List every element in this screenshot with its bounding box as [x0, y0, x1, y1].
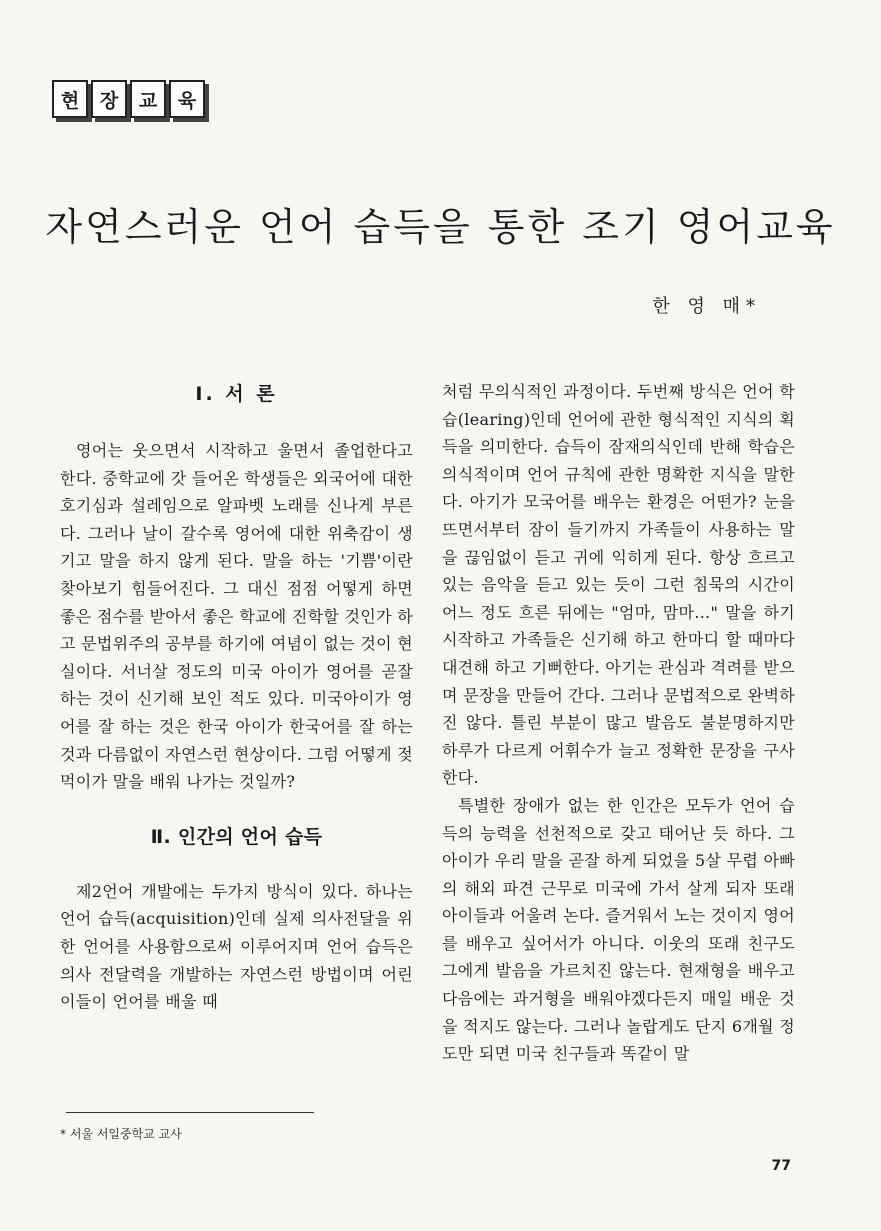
body-paragraph: 영어는 웃으면서 시작하고 울면서 졸업한다고 한다. 중학교에 갓 들어온 학생들은 외국어에 대한 호기심과 설레임으로 알파벳 노래를 신나게 부른다. 그러나 날이 갈수록 영어에 대한 위축감이 생기고 말을 하지 않게 된다. 말을 하는 '기쁨'이란 찾아보기 힘들어진다. 그 대신 점점 어떻게 하면 좋은 점수를 받아서 좋은 학교에 진학할 것인가 하고 문법위주의 공부를 하기에 여념이 없는 것이 현실이다. 서너살 정도의 미국 아이가 영어를 곧잘 하는 것이 신기해 보인 적도 있다. 미국아이가 영어를 잘 하는 것은 한국 아이가 한국어를 잘 하는 것과 다름없이 자연스런 현상이다. 그럼 어떻게 젖먹이가 말을 배워 나가는 것일까? — [60, 441, 413, 792]
left-column — [60, 378, 413, 1016]
article-title: 자연스러운 언어 습득을 통한 조기 영어교육 — [45, 205, 836, 249]
author-name: 한 영 매* — [652, 296, 761, 317]
body-paragraph: 제2언어 개발에는 두가지 방식이 있다. 하나는 언어 습득(acquisition)인데 실제 의사전달을 위한 언어를 사용함으로써 이루어지며 언어 습득은 의사 전달력을 개발하는 자연스런 방법이며 어린이들이 언어를 배울 때 — [60, 881, 413, 1012]
footnote-divider — [66, 1112, 314, 1113]
body-paragraph: 처럼 무의식적인 과정이다. 두번째 방식은 언어 학습(learing)인데 언어에 관한 형식적인 지식의 획득을 의미한다. 습득이 잠재의식인데 반해 학습은 의식적이며 언어 규칙에 관한 명확한 지식을 말한다. 아기가 모국어를 배우는 환경은 어떤가? 눈을 뜨면서부터 잠이 들기까지 가족들이 사용하는 말을 끊임없이 듣고 귀에 익히게 된다. 항상 흐르고 있는 음악을 듣고 있는 듯이 그런 침묵의 시간이 어느 정도 흐른 뒤에는 "엄마, 맘마…" 말을 하기 시작하고 가족들은 신기해 하고 한마디 할 때마다 대견해 하고 기뻐한다. 아기는 관심과 격려를 받으며 문장을 만들어 간다. 그러나 문법적으로 완벽하진 않다. 틀린 부분이 많고 발음도 불분명하지만 하루가 다르게 어휘수가 늘고 정확한 문장을 구사한다. — [442, 382, 795, 788]
badge-char: 육 — [169, 80, 205, 118]
section-heading-introduction: Ⅰ. 서 론 — [195, 383, 278, 405]
footnote: * 서울 서일중학교 교사 — [60, 1127, 182, 1141]
badge-char: 현 — [52, 80, 88, 118]
badge-char: 교 — [130, 80, 166, 118]
page-number: 77 — [771, 1158, 791, 1174]
section-heading-language-acquisition: Ⅱ. 인간의 언어 습득 — [150, 825, 323, 848]
badge-char: 장 — [91, 80, 127, 118]
body-paragraph: 특별한 장애가 없는 한 인간은 모두가 언어 습득의 능력을 선천적으로 갖고 태어난 듯 하다. 그 아이가 우리 말을 곧잘 하게 되었을 5살 무렵 아빠의 해외 파견 근무로 미국에 가서 살게 되자 또래 아이들과 어울려 논다. 즐거워서 노는 것이지 영어를 배우고 싶어서가 아니다. 이웃의 또래 친구도 그에게 발음을 가르치진 않는다. 현재형을 배우고 다음에는 과거형을 배워야겠다든지 매일 배운 것을 적지도 않는다. 그러나 놀랍게도 단지 6개월 정도만 되면 미국 친구들과 똑같이 말 — [442, 795, 795, 1064]
section-badge — [52, 80, 205, 118]
right-column — [442, 378, 795, 1068]
